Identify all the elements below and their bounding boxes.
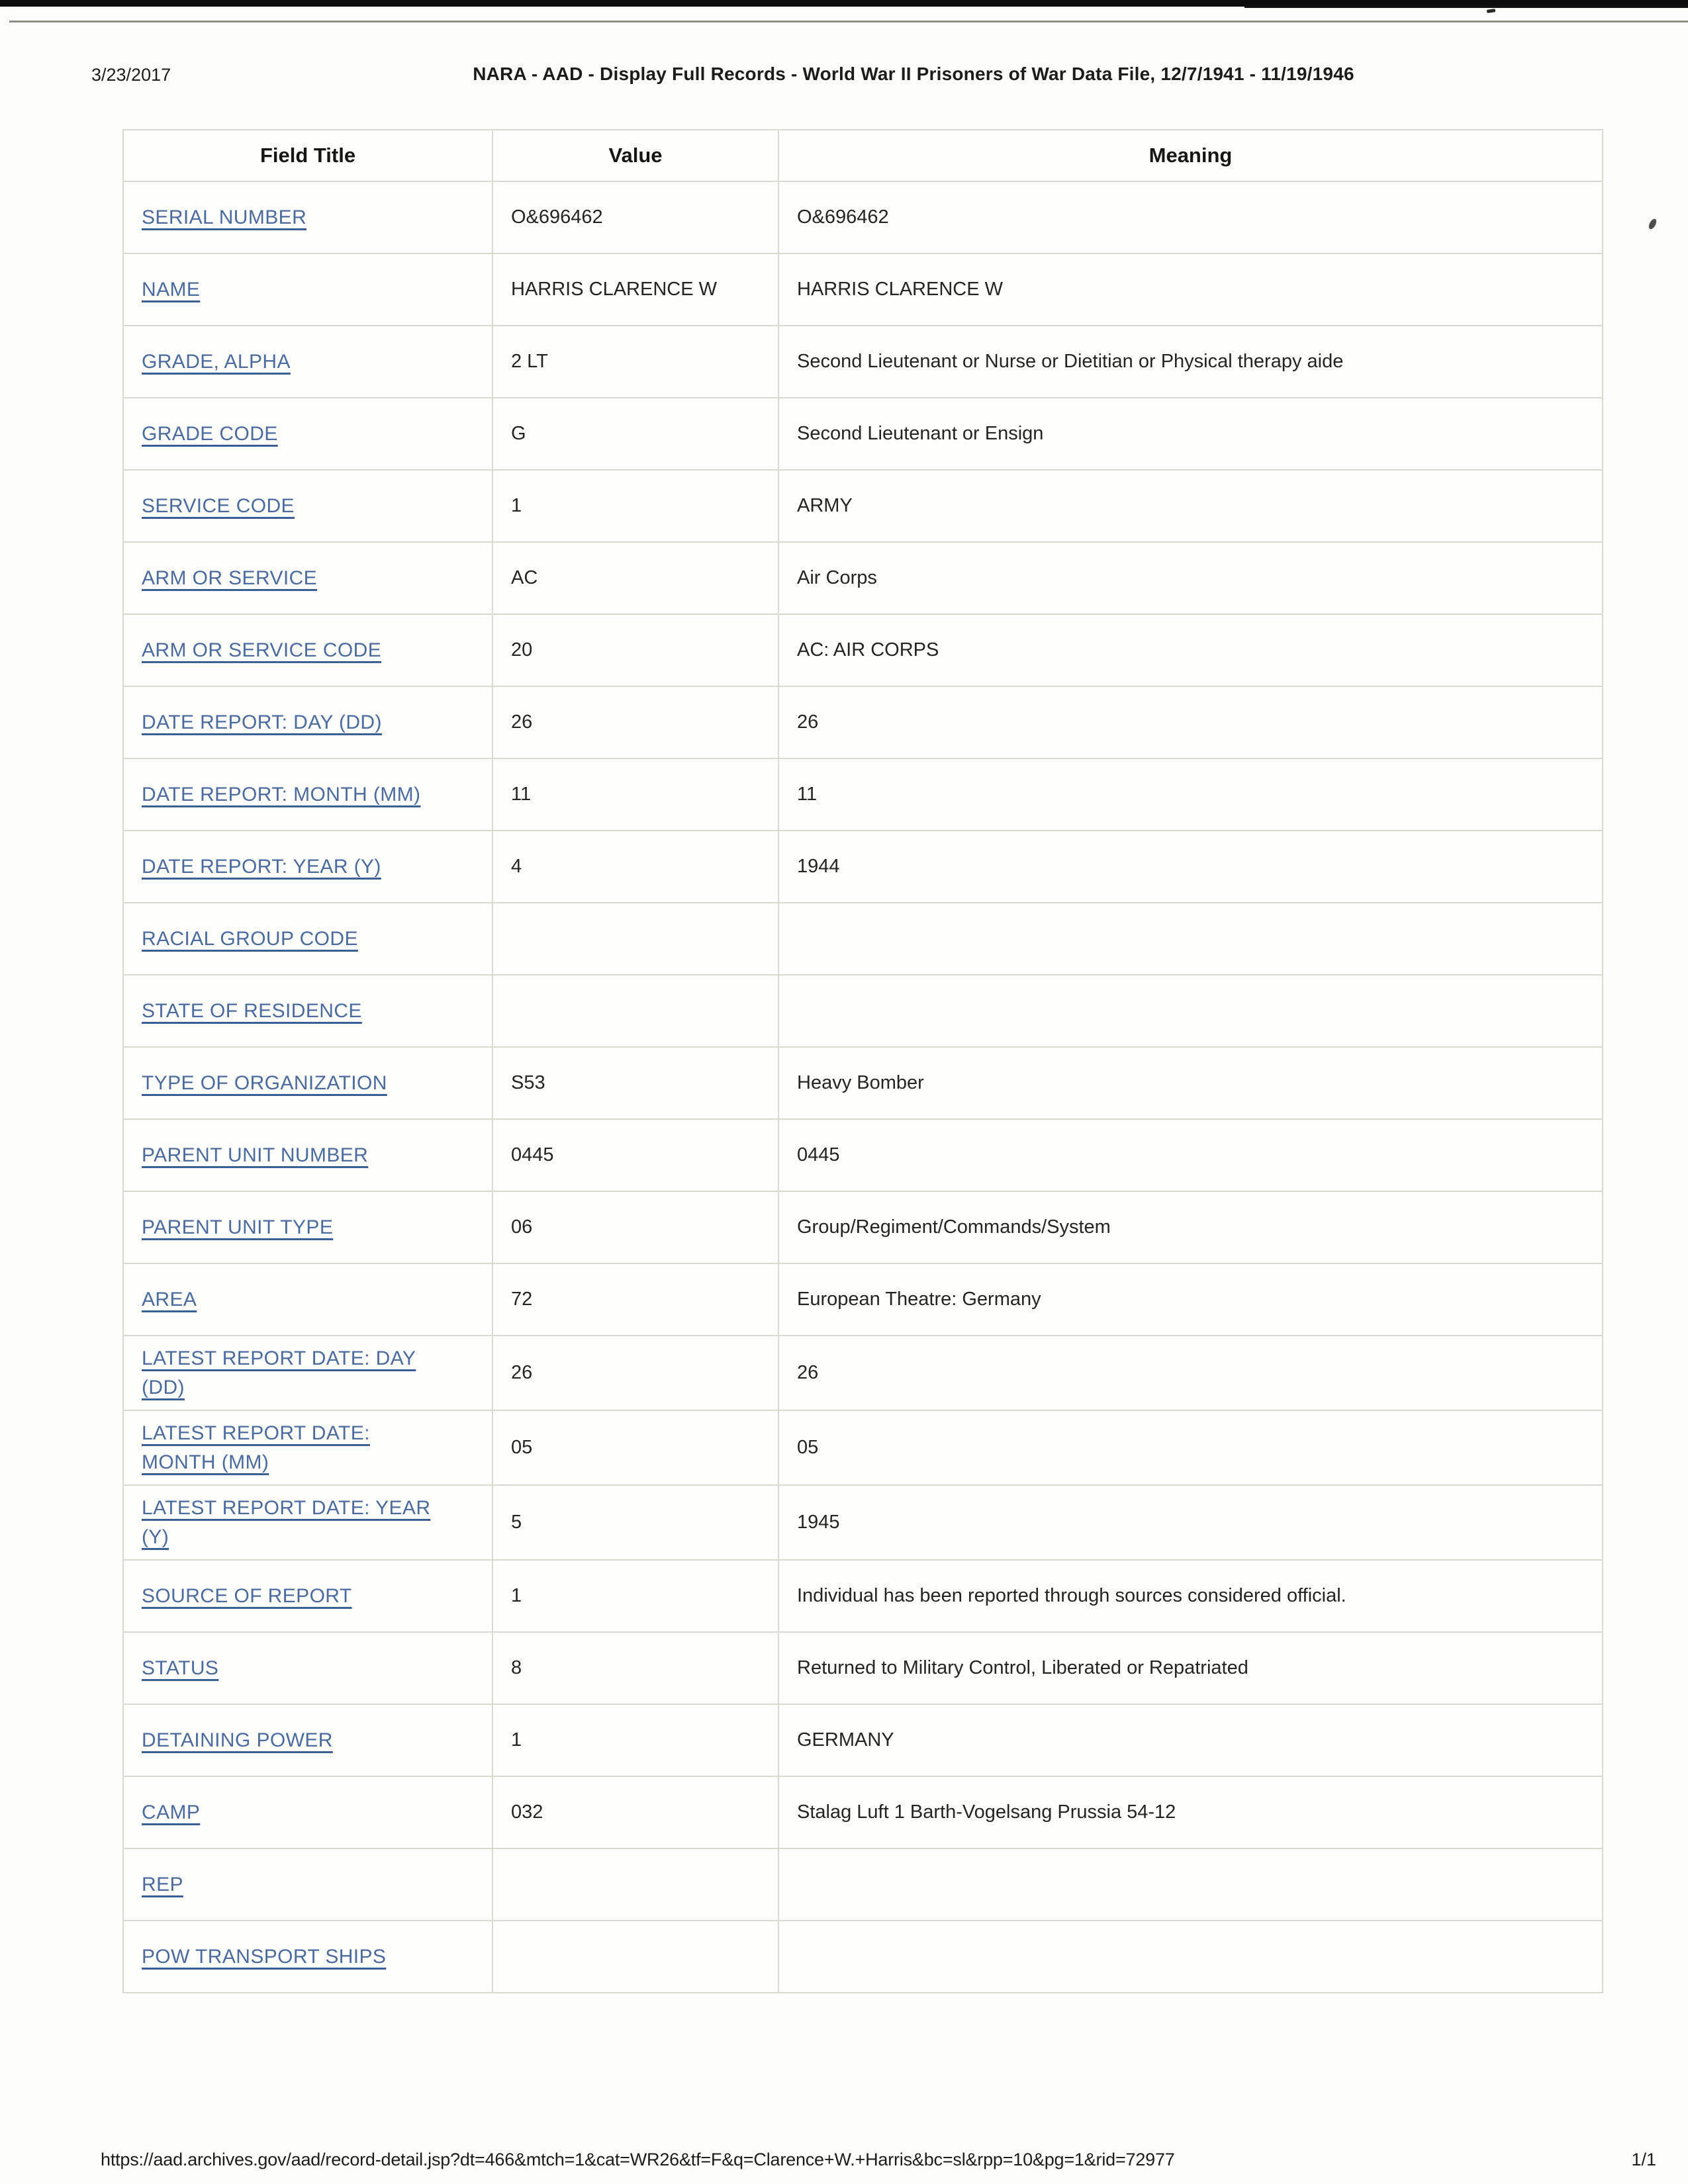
field-title-cell [123, 1119, 492, 1191]
table-row [123, 253, 1603, 326]
field-meaning: 1945 [778, 1485, 1603, 1560]
field-title-cell [123, 903, 492, 975]
field-title-link[interactable]: GRADE, ALPHA [142, 350, 291, 373]
field-title-link[interactable]: REP [142, 1873, 183, 1895]
table-row [123, 758, 1603, 831]
field-title-link[interactable]: DATE REPORT: DAY (DD) [142, 711, 382, 733]
field-meaning [778, 975, 1603, 1047]
field-title-cell [123, 686, 492, 758]
table-row [123, 1191, 1603, 1263]
field-value: 1 [492, 1560, 778, 1632]
table-row [123, 542, 1603, 614]
field-meaning [778, 903, 1603, 975]
field-title-cell [123, 1776, 492, 1848]
table-row [123, 1776, 1603, 1848]
col-header-meaning: Meaning [778, 130, 1603, 181]
field-title-link[interactable]: SERIAL NUMBER [142, 206, 307, 228]
table-row [123, 903, 1603, 975]
scan-edge-bar-thin [1244, 5, 1688, 8]
print-date: 3/23/2017 [91, 65, 171, 85]
field-meaning: 1944 [778, 831, 1603, 903]
table-row [123, 326, 1603, 398]
field-meaning: AC: AIR CORPS [778, 614, 1603, 686]
table-row [123, 1704, 1603, 1776]
field-title-link[interactable]: ARM OR SERVICE CODE [142, 639, 382, 661]
field-title-link[interactable]: GRADE CODE [142, 422, 278, 445]
field-title-link[interactable]: PARENT UNIT NUMBER [142, 1144, 369, 1166]
field-value: 4 [492, 831, 778, 903]
field-meaning [778, 1848, 1603, 1921]
field-meaning: Group/Regiment/Commands/System [778, 1191, 1603, 1263]
field-title-link[interactable]: RACIAL GROUP CODE [142, 927, 358, 950]
field-meaning: Heavy Bomber [778, 1047, 1603, 1119]
field-value [492, 903, 778, 975]
field-title-link[interactable]: TYPE OF ORGANIZATION [142, 1071, 387, 1094]
scan-horizontal-rule [9, 21, 1688, 23]
field-value: 1 [492, 470, 778, 542]
field-title-cell [123, 1263, 492, 1336]
table-row [123, 1632, 1603, 1704]
field-value: G [492, 398, 778, 470]
table-row [123, 1047, 1603, 1119]
table-row [123, 1336, 1603, 1410]
col-header-value: Value [492, 130, 778, 181]
field-title-link[interactable]: ARM OR SERVICE [142, 567, 318, 589]
field-meaning: Individual has been reported through sources considered official. [778, 1560, 1603, 1632]
field-value: HARRIS CLARENCE W [492, 253, 778, 326]
field-value: 05 [492, 1410, 778, 1485]
field-meaning: European Theatre: Germany [778, 1263, 1603, 1336]
field-value: 11 [492, 758, 778, 831]
field-title-cell [123, 1410, 492, 1485]
field-meaning: Returned to Military Control, Liberated or Repatriated [778, 1632, 1603, 1704]
scan-edge-bar [0, 0, 1688, 7]
field-value: 1 [492, 1704, 778, 1776]
table-row [123, 398, 1603, 470]
field-value: S53 [492, 1047, 778, 1119]
field-meaning: HARRIS CLARENCE W [778, 253, 1603, 326]
field-title-cell [123, 470, 492, 542]
table-row [123, 1410, 1603, 1485]
field-title-link[interactable]: LATEST REPORT DATE: MONTH (MM) [142, 1422, 370, 1473]
field-title-cell [123, 975, 492, 1047]
field-value: 8 [492, 1632, 778, 1704]
table-row [123, 614, 1603, 686]
scan-speck-top [1487, 9, 1496, 13]
field-meaning: 26 [778, 686, 1603, 758]
table-row [123, 181, 1603, 253]
field-meaning: 11 [778, 758, 1603, 831]
table-row [123, 1848, 1603, 1921]
field-title-cell [123, 326, 492, 398]
field-title-cell [123, 758, 492, 831]
field-meaning: Stalag Luft 1 Barth-Vogelsang Prussia 54-12 [778, 1776, 1603, 1848]
field-title-link[interactable]: STATUS [142, 1657, 219, 1679]
field-title-link[interactable]: CAMP [142, 1801, 201, 1823]
field-meaning: Second Lieutenant or Ensign [778, 398, 1603, 470]
field-value: 06 [492, 1191, 778, 1263]
field-title-cell [123, 253, 492, 326]
field-title-cell [123, 1047, 492, 1119]
table-row [123, 686, 1603, 758]
table-row [123, 470, 1603, 542]
page-indicator: 1/1 [1631, 2150, 1656, 2169]
field-value: 5 [492, 1485, 778, 1560]
table-row [123, 1485, 1603, 1560]
field-title-link[interactable]: DATE REPORT: YEAR (Y) [142, 855, 381, 878]
field-meaning: ARMY [778, 470, 1603, 542]
field-title-link[interactable]: DETAINING POWER [142, 1729, 333, 1751]
field-title-cell [123, 1560, 492, 1632]
field-title-cell [123, 831, 492, 903]
field-value: 2 LT [492, 326, 778, 398]
field-value [492, 1848, 778, 1921]
field-value: 20 [492, 614, 778, 686]
field-value [492, 1921, 778, 1993]
field-title-link[interactable]: STATE OF RESIDENCE [142, 999, 362, 1022]
field-value: 26 [492, 686, 778, 758]
field-value: 26 [492, 1336, 778, 1410]
field-title-cell [123, 181, 492, 253]
field-title-cell [123, 614, 492, 686]
field-value: 72 [492, 1263, 778, 1336]
table-row [123, 1119, 1603, 1191]
field-value: O&696462 [492, 181, 778, 253]
print-header [0, 64, 1688, 90]
field-meaning: Second Lieutenant or Nurse or Dietitian or Physical therapy aide [778, 326, 1603, 398]
record-table [122, 129, 1603, 1993]
table-row [123, 831, 1603, 903]
field-meaning: Air Corps [778, 542, 1603, 614]
table-row [123, 975, 1603, 1047]
col-header-field-title: Field Title [123, 130, 492, 181]
field-title-link[interactable]: POW TRANSPORT SHIPS [142, 1945, 387, 1968]
field-title-link[interactable]: PARENT UNIT TYPE [142, 1216, 334, 1238]
field-title-cell [123, 398, 492, 470]
field-meaning: 0445 [778, 1119, 1603, 1191]
footer-url: https://aad.archives.gov/aad/record-detail.jsp?dt=466&mtch=1&cat=WR26&tf=F&q=Clarence+W.+Harris&bc=sl&rpp=10&pg=1&rid=72977 [101, 2150, 1175, 2169]
field-title-cell [123, 1848, 492, 1921]
field-title-link[interactable]: NAME [142, 278, 201, 300]
print-footer [0, 2150, 1688, 2173]
field-value: 032 [492, 1776, 778, 1848]
field-meaning: O&696462 [778, 181, 1603, 253]
field-value: AC [492, 542, 778, 614]
field-title-link[interactable]: SOURCE OF REPORT [142, 1584, 352, 1607]
field-title-cell [123, 1485, 492, 1560]
field-meaning: 05 [778, 1410, 1603, 1485]
field-meaning [778, 1921, 1603, 1993]
field-title-link[interactable]: LATEST REPORT DATE: DAY (DD) [142, 1347, 416, 1398]
table-row [123, 1560, 1603, 1632]
field-title-link[interactable]: LATEST REPORT DATE: YEAR (Y) [142, 1497, 431, 1548]
field-meaning: GERMANY [778, 1704, 1603, 1776]
scan-speck-right [1648, 218, 1658, 230]
field-value: 0445 [492, 1119, 778, 1191]
table-row [123, 1263, 1603, 1336]
field-title-link[interactable]: AREA [142, 1288, 197, 1310]
field-title-cell [123, 1704, 492, 1776]
field-title-cell [123, 542, 492, 614]
field-title-cell [123, 1336, 492, 1410]
page-title: NARA - AAD - Display Full Records - World War II Prisoners of War Data File, 12/7/1941 - 11/19/1946 [473, 64, 1354, 84]
field-title-cell [123, 1632, 492, 1704]
field-title-cell [123, 1921, 492, 1993]
field-meaning: 26 [778, 1336, 1603, 1410]
field-title-cell [123, 1191, 492, 1263]
field-title-link[interactable]: DATE REPORT: MONTH (MM) [142, 783, 421, 805]
table-row [123, 1921, 1603, 1993]
field-title-link[interactable]: SERVICE CODE [142, 494, 295, 517]
field-value [492, 975, 778, 1047]
table-header-row [123, 130, 1603, 181]
